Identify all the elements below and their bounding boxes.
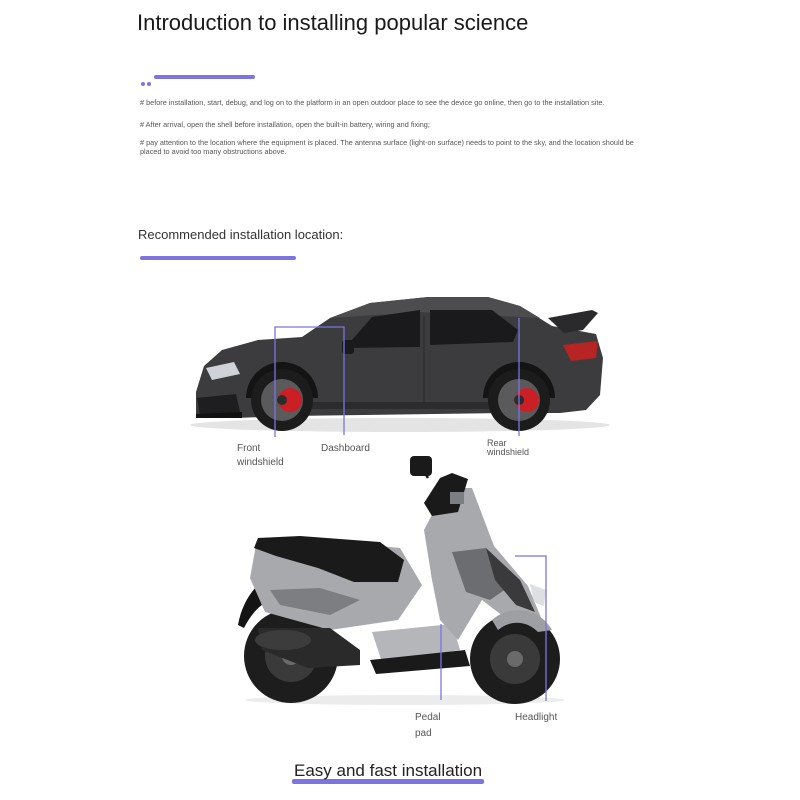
- note-2: # After arrival, open the shell before installation, open the built-in battery, wiring and fixing;: [140, 120, 430, 129]
- footer-title: Easy and fast installation: [294, 761, 483, 780]
- note-1: # before installation, start, debug, and log on to the platform in an open outdoor place to see the device go online, then go to the installation site.: [140, 98, 605, 107]
- note-3: # pay attention to the location where the equipment is placed. The antenna surface (light-on surface) needs to point to the sky, and the location should be placed to avoid too many obstructions above.: [140, 138, 634, 156]
- label-rear-windshield: Rear windshield: [487, 438, 530, 457]
- scooter-image: [238, 456, 565, 705]
- label-pedal-pad: Pedal pad: [415, 712, 441, 739]
- label-headlight: Headlight: [515, 712, 558, 723]
- label-front-windshield: Front windshield: [237, 443, 284, 468]
- page-title: Introduction to installing popular science: [137, 10, 529, 35]
- label-dashboard: Dashboard: [321, 443, 370, 454]
- section-title: Recommended installation location:: [138, 227, 344, 242]
- car-image: [190, 297, 610, 432]
